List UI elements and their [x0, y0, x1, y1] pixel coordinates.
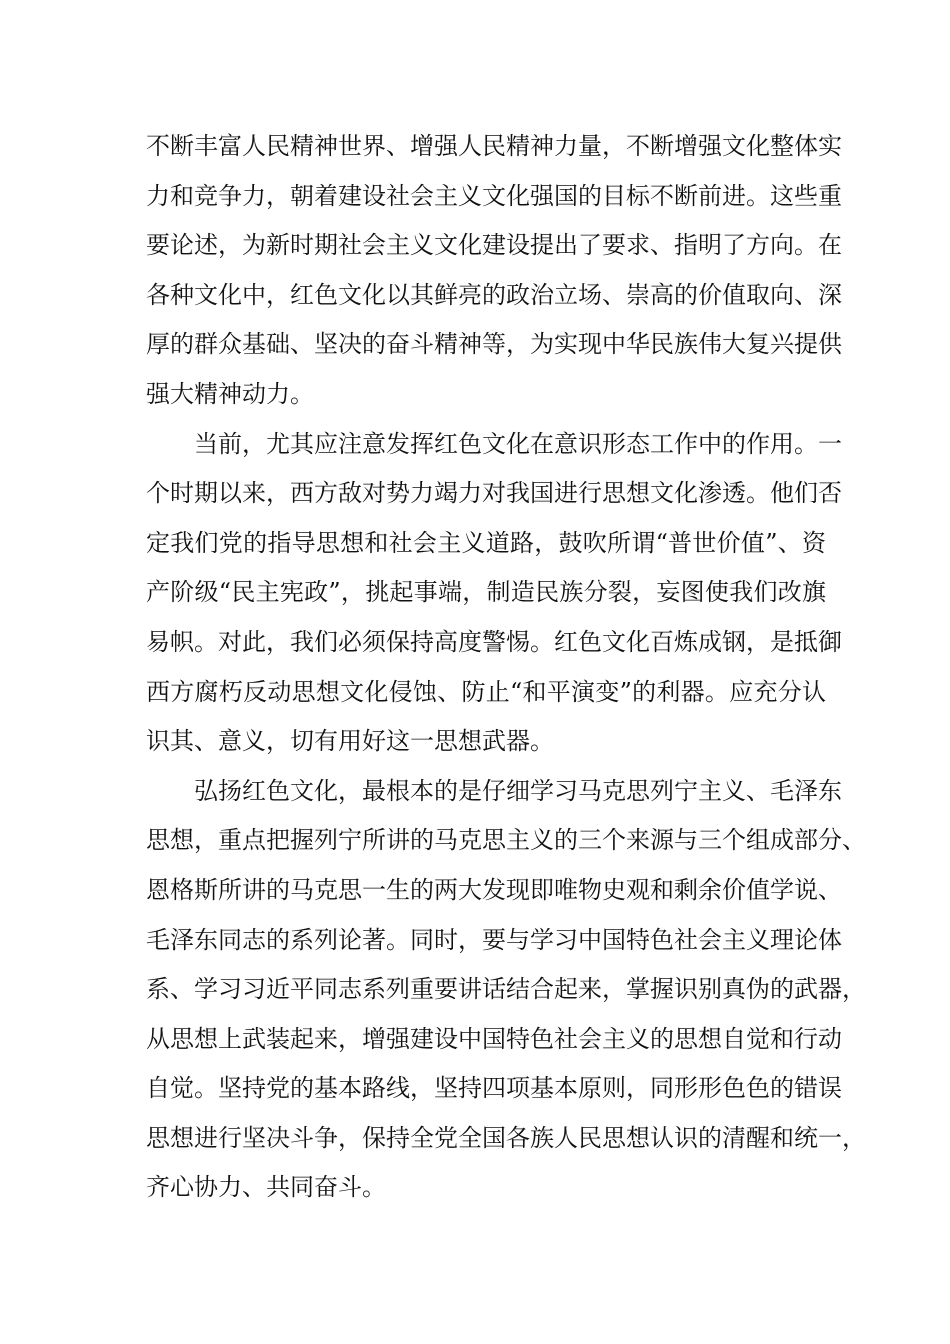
text-line: 不断丰富人民精神世界、增强人民精神力量，不断增强文化整体实 [146, 132, 842, 160]
text-line: 从思想上武装起来，增强建设中国特色社会主义的思想自觉和行动 [146, 1024, 842, 1053]
text-line: 西方腐朽反动思想文化侵蚀、防止“和平演变”的利器。应充分认 [146, 677, 826, 706]
text-line: 当前，尤其应注意发挥红色文化在意识形态工作中的作用。一 [194, 429, 842, 458]
paragraph-3 [146, 767, 866, 1213]
text-line: 力和竞争力，朝着建设社会主义文化强国的目标不断前进。这些重 [146, 181, 842, 210]
text-line: 毛泽东同志的系列论著。同时，要与学习中国特色社会主义理论体 [146, 925, 842, 954]
text-line: 识其、意义，切有用好这一思想武器。 [146, 727, 554, 756]
text-line: 厚的群众基础、坚决的奋斗精神等，为实现中华民族伟大复兴提供 [146, 330, 842, 359]
text-line: 要论述，为新时期社会主义文化建设提出了要求、指明了方向。在 [146, 231, 842, 260]
text-line: 恩格斯所讲的马克思一生的两大发现即唯物史观和剩余价值学说、 [146, 875, 842, 904]
text-line: 易帜。对此，我们必须保持高度警惕。红色文化百炼成钢，是抵御 [146, 627, 842, 656]
paragraph-2 [146, 420, 842, 767]
text-line: 各种文化中，红色文化以其鲜亮的政治立场、崇高的价值取向、深 [146, 280, 842, 309]
text-line: 产阶级“民主宪政”，挑起事端，制造民族分裂，妄图使我们改旗 [146, 578, 826, 607]
text-line: 定我们党的指导思想和社会主义道路，鼓吹所谓“普世价值”、资 [146, 528, 826, 557]
text-line: 系、学习习近平同志系列重要讲话结合起来，掌握识别真伪的武器， [146, 975, 866, 1004]
text-line: 强大精神动力。 [146, 379, 314, 408]
text-line: 齐心协力、共同奋斗。 [146, 1173, 386, 1202]
text-line: 个时期以来，西方敌对势力竭力对我国进行思想文化渗透。他们否 [146, 479, 842, 508]
text-line: 思想，重点把握列宁所讲的马克思主义的三个来源与三个组成部分、 [146, 826, 866, 855]
text-line: 弘扬红色文化，最根本的是仔细学习马克思列宁主义、毛泽东 [194, 776, 842, 805]
text-line: 自觉。坚持党的基本路线，坚持四项基本原则，同形形色色的错误 [146, 1074, 842, 1103]
text-line: 思想进行坚决斗争，保持全党全国各族人民思想认识的清醒和统一， [146, 1123, 866, 1152]
document-body [146, 122, 866, 1213]
paragraph-1 [146, 122, 842, 420]
